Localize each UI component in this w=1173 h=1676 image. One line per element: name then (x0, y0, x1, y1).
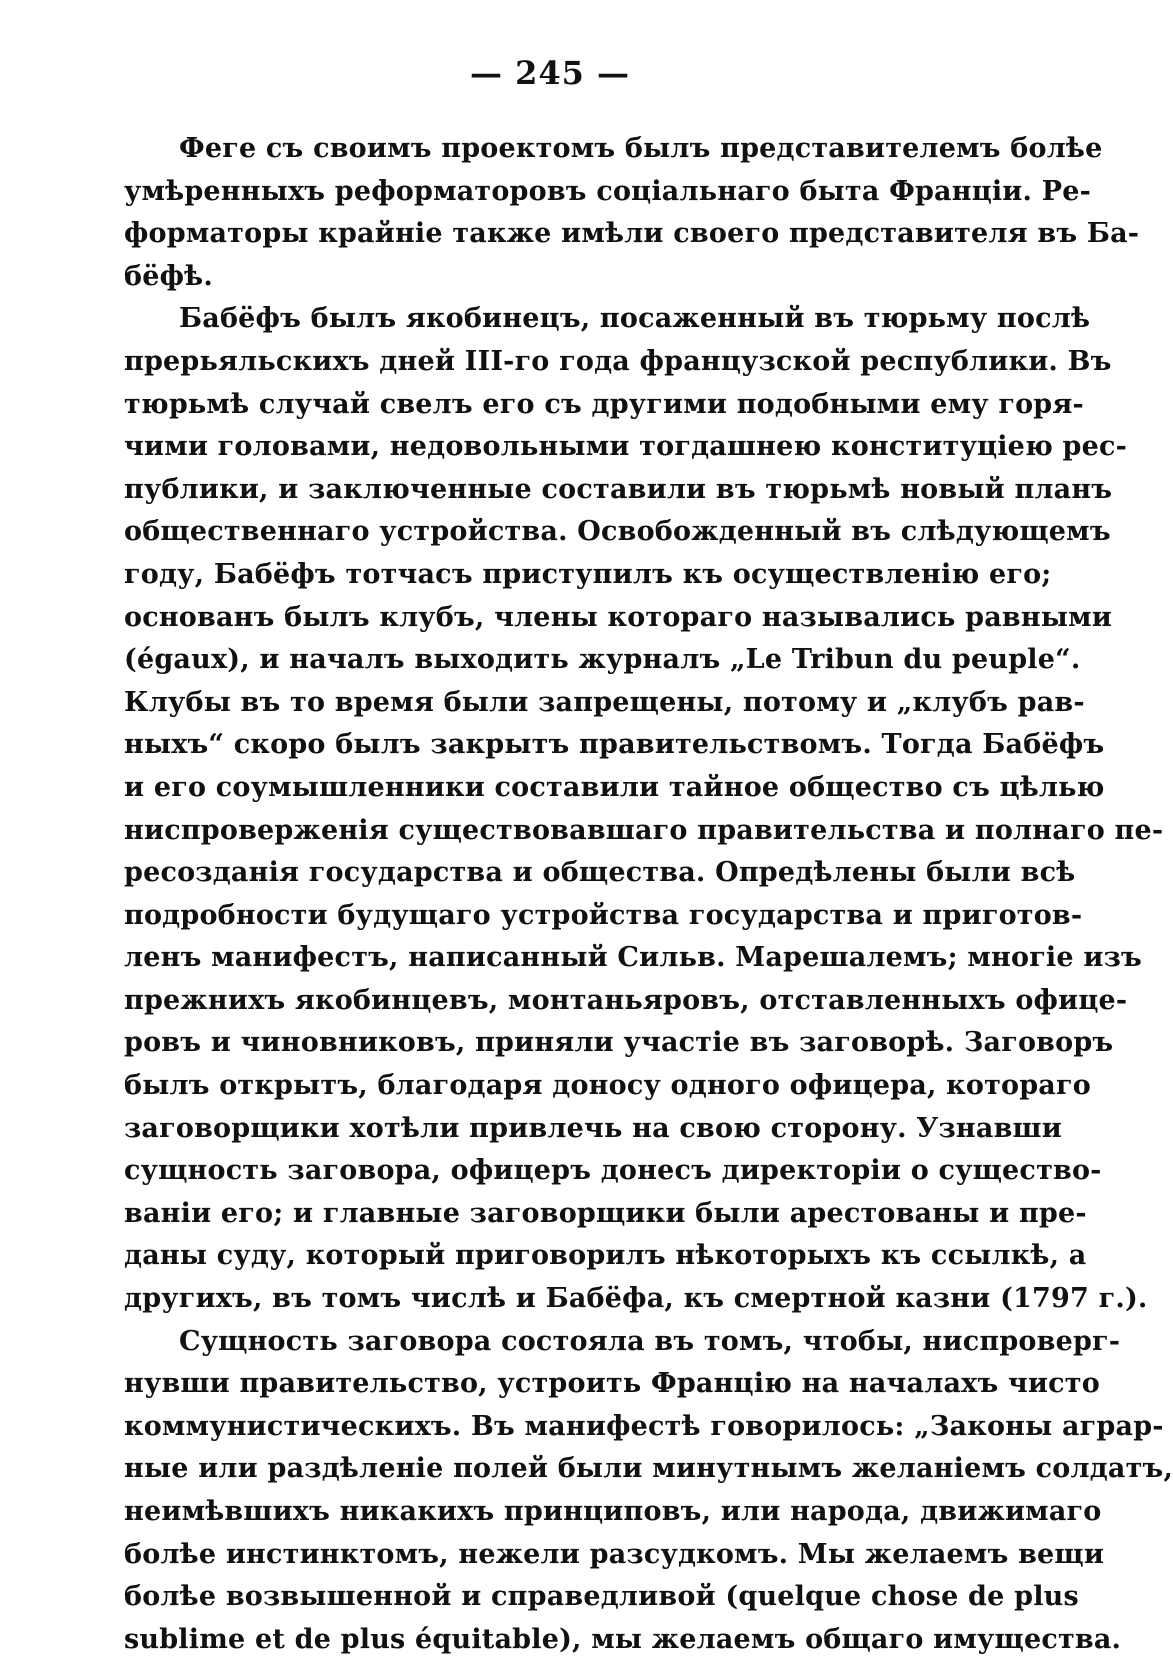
text-line: тюрьмѣ случай свелъ его съ другими подобными ему горя- (124, 388, 1084, 420)
text-line: подробности будущаго устройства государства и приготов- (124, 899, 1083, 931)
text-line: общественнаго устройства. Освобожденный въ слѣдующемъ (124, 516, 1111, 548)
text-line: чими головами, недовольными тогдашнею конституціею рес- (124, 431, 1128, 463)
text-line: ресозданія государства и общества. Опредѣлены были всѣ (124, 857, 1076, 889)
body-text (124, 128, 1173, 1661)
text-line: Бабёфъ былъ якобинецъ, посаженный въ тюрьму послѣ (179, 303, 1091, 335)
text-line: нувши правительство, устроить Францію на началахъ чисто (124, 1368, 1100, 1400)
paragraph-1 (124, 128, 1140, 298)
text-line: коммунистическихъ. Въ манифестѣ говорилось: „Законы аграр- (124, 1410, 1164, 1442)
text-line: даны суду, который приговорилъ нѣкоторыхъ къ ссылкѣ, а (124, 1240, 1087, 1272)
text-line: былъ открытъ, благодаря доносу одного офицера, котораго (124, 1070, 1091, 1102)
text-line: болѣе возвышенной и справедливой (quelque chose de plus (124, 1581, 1079, 1613)
text-line: (égaux), и началъ выходить журналъ „Le Tribun du peuple“. (124, 644, 1081, 676)
text-line: ваніи его; и главные заговорщики были арестованы и пре- (124, 1197, 1087, 1229)
text-line: ниспроверженія существовавшаго правительства и полнаго пе- (124, 814, 1164, 846)
text-line: Клубы въ то время были запрещены, потому и „клубъ рав- (124, 686, 1085, 718)
text-line: году, Бабёфъ тотчасъ приступилъ къ осуществленію его; (124, 558, 1052, 590)
text-line: заговорщики хотѣли привлечь на свою сторону. Узнавши (124, 1112, 1062, 1144)
text-line: ные или раздѣленіе полей были минутнымъ желаніемъ солдатъ, (124, 1453, 1173, 1485)
text-line: болѣе инстинктомъ, нежели разсудкомъ. Мы желаемъ вещи (124, 1538, 1105, 1570)
text-line: публики, и заключенные составили въ тюрьмѣ новый планъ (124, 473, 1113, 505)
text-line: другихъ, въ томъ числѣ и Бабёфа, къ смертной казни (1797 г.). (124, 1283, 1148, 1315)
paragraph-3 (124, 1321, 1173, 1662)
text-line: Феге съ своимъ проектомъ былъ представителемъ болѣе (179, 133, 1103, 164)
text-line: ленъ манифестъ, написанный Сильв. Марешалемъ; многіе изъ (124, 942, 1142, 974)
text-line: основанъ былъ клубъ, члены котораго назывались равными (124, 601, 1112, 633)
text-line: неимѣвшихъ никакихъ принциповъ, или народа, движимаго (124, 1496, 1102, 1527)
text-line: ровъ и чиновниковъ, приняли участіе въ заговорѣ. Заговоръ (124, 1027, 1114, 1059)
text-line: бёфѣ. (124, 260, 213, 292)
text-line: и его соумышленники составили тайное общество съ цѣлью (124, 771, 1105, 803)
text-line: ныхъ“ скоро былъ закрытъ правительствомъ. Тогда Бабёфъ (124, 729, 1105, 761)
text-line: форматоры крайніе также имѣли своего представителя въ Ба- (124, 218, 1140, 250)
text-line: сущность заговора, офицеръ донесъ директоріи о существо- (124, 1155, 1102, 1187)
text-line: прерьяльскихъ дней III-го года французской республики. Въ (124, 345, 1112, 377)
page-number: — 245 — (469, 54, 631, 92)
text-line: умѣренныхъ реформаторовъ соціальнаго быта Франціи. Ре- (124, 175, 1092, 207)
paragraph-2 (124, 298, 1164, 1320)
text-line: sublime et de plus équitable), мы желаемъ общаго имущества. (124, 1623, 1122, 1655)
text-line: прежнихъ якобинцевъ, монтаньяровъ, отставленныхъ офице- (124, 984, 1128, 1016)
text-line: Сущность заговора состояла въ томъ, чтобы, ниспроверг- (179, 1325, 1121, 1357)
